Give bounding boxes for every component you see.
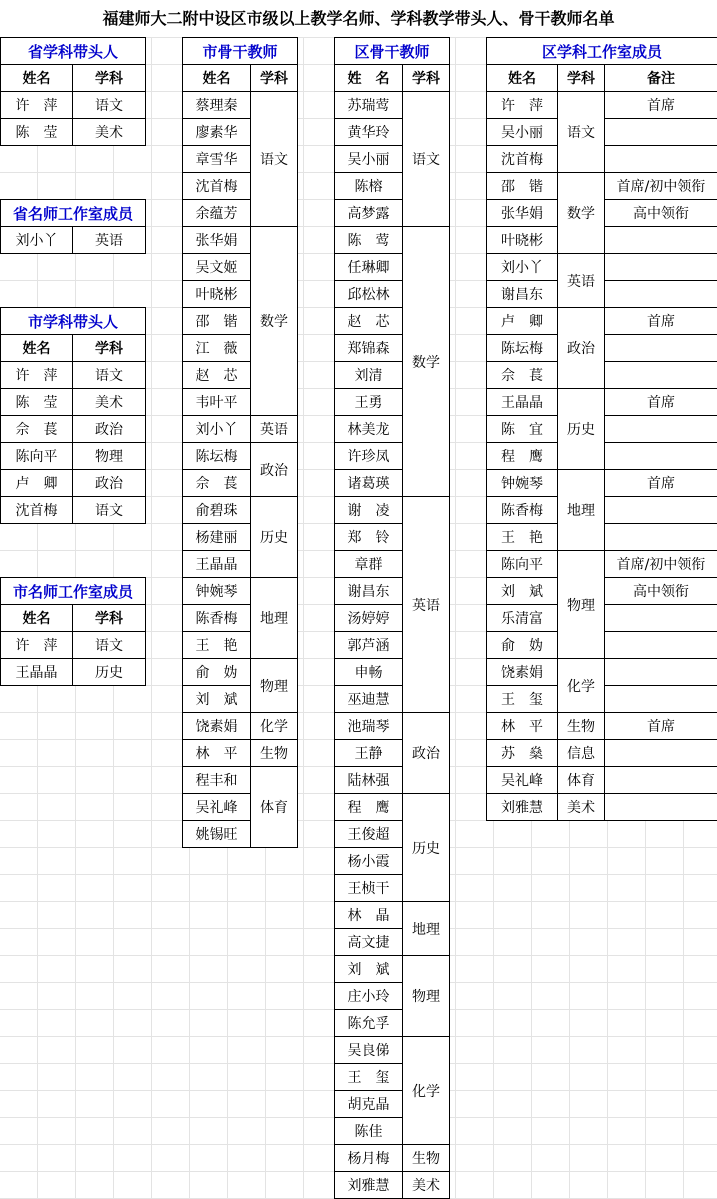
teacher-name-cell: 姚锡旺 xyxy=(183,821,251,848)
subject-cell: 地理 xyxy=(403,902,450,956)
teacher-name-cell: 廖素华 xyxy=(183,119,251,146)
teacher-name-cell: 王晶晶 xyxy=(183,551,251,578)
teacher-name-cell: 汤婷婷 xyxy=(335,605,403,632)
teacher-name-cell: 张华娟 xyxy=(487,200,558,227)
teacher-name-cell: 林 平 xyxy=(487,713,558,740)
teacher-name-cell: 邱松林 xyxy=(335,281,403,308)
teacher-name-cell: 杨小霞 xyxy=(335,848,403,875)
subject-cell: 物理 xyxy=(251,659,298,713)
note-cell xyxy=(605,497,717,524)
table-row xyxy=(1,119,146,146)
subject-cell: 语文 xyxy=(558,92,605,173)
table-row xyxy=(335,1145,450,1172)
table-row xyxy=(335,92,450,119)
table-row xyxy=(1,92,146,119)
table-row xyxy=(335,902,450,929)
header-subject: 学科 xyxy=(558,65,605,92)
table-row xyxy=(335,956,450,983)
note-cell xyxy=(605,227,717,254)
table-row xyxy=(183,767,298,794)
subject-cell: 语文 xyxy=(403,92,450,227)
teacher-name-cell: 饶素娟 xyxy=(487,659,558,686)
note-cell xyxy=(605,416,717,443)
header-subject: 学科 xyxy=(73,335,146,362)
table-row xyxy=(487,794,717,821)
teacher-name-cell: 吴文姬 xyxy=(183,254,251,281)
teacher-name-cell: 林 晶 xyxy=(335,902,403,929)
teacher-name-cell: 刘雅慧 xyxy=(487,794,558,821)
teacher-name-cell: 沈首梅 xyxy=(487,146,558,173)
table-row xyxy=(487,389,717,416)
subject-cell: 英语 xyxy=(251,416,298,443)
subject-cell: 体育 xyxy=(558,767,605,794)
teacher-name-cell: 王 艳 xyxy=(487,524,558,551)
header-subject: 学科 xyxy=(73,605,146,632)
teacher-name-cell: 俞碧珠 xyxy=(183,497,251,524)
teacher-name-cell: 王晶晶 xyxy=(487,389,558,416)
subject-cell: 英语 xyxy=(558,254,605,308)
teacher-name-cell: 申畅 xyxy=(335,659,403,686)
table-row xyxy=(1,416,146,443)
note-cell xyxy=(605,281,717,308)
teacher-name-cell: 许 萍 xyxy=(1,632,73,659)
subject-cell: 美术 xyxy=(558,794,605,821)
teacher-name-cell: 巫迪慧 xyxy=(335,686,403,713)
teacher-name-cell: 谢 凌 xyxy=(335,497,403,524)
table-row xyxy=(1,389,146,416)
table-row xyxy=(487,713,717,740)
teacher-name-cell: 叶晓彬 xyxy=(487,227,558,254)
note-cell: 首席 xyxy=(605,308,717,335)
teacher-name-cell: 王俊超 xyxy=(335,821,403,848)
table-row xyxy=(487,659,717,686)
teacher-name-cell: 陈香梅 xyxy=(487,497,558,524)
subject-cell: 美术 xyxy=(73,389,146,416)
subject-cell: 语文 xyxy=(73,362,146,389)
teacher-name-cell: 刘 斌 xyxy=(487,578,558,605)
teacher-name-cell: 陈坛梅 xyxy=(487,335,558,362)
header-name: 姓名 xyxy=(1,605,73,632)
teacher-name-cell: 程 鹰 xyxy=(487,443,558,470)
teacher-name-cell: 饶素娟 xyxy=(183,713,251,740)
table-title: 区学科工作室成员 xyxy=(487,38,717,65)
teacher-name-cell: 程 鹰 xyxy=(335,794,403,821)
teacher-name-cell: 陈 莹 xyxy=(1,389,73,416)
teacher-name-cell: 许 萍 xyxy=(1,362,73,389)
page-title: 福建师大二附中设区市级以上教学名师、学科教学带头人、骨干教师名单 xyxy=(0,0,717,37)
teacher-name-cell: 俞 妫 xyxy=(183,659,251,686)
teacher-name-cell: 林 平 xyxy=(183,740,251,767)
note-cell xyxy=(605,740,717,767)
teacher-name-cell: 陈向平 xyxy=(1,443,73,470)
teacher-name-cell: 郑 铃 xyxy=(335,524,403,551)
subject-cell: 语文 xyxy=(73,92,146,119)
teacher-name-cell: 邵 锴 xyxy=(487,173,558,200)
teacher-name-cell: 许珍凤 xyxy=(335,443,403,470)
district-backbone-table xyxy=(334,37,450,1199)
table-row xyxy=(183,740,298,767)
header-name: 姓名 xyxy=(183,65,251,92)
table-row xyxy=(487,767,717,794)
teacher-name-cell: 王 艳 xyxy=(183,632,251,659)
subject-cell: 数学 xyxy=(403,227,450,497)
subject-cell: 英语 xyxy=(403,497,450,713)
subject-cell: 美术 xyxy=(403,1172,450,1199)
teacher-name-cell: 韦叶平 xyxy=(183,389,251,416)
teacher-name-cell: 王晶晶 xyxy=(1,659,73,686)
table-row xyxy=(487,254,717,281)
subject-cell: 政治 xyxy=(73,470,146,497)
teacher-name-cell: 王 玺 xyxy=(487,686,558,713)
subject-cell: 体育 xyxy=(251,767,298,848)
teacher-name-cell: 章雪华 xyxy=(183,146,251,173)
teacher-name-cell: 刘 斌 xyxy=(335,956,403,983)
subject-cell: 美术 xyxy=(73,119,146,146)
subject-cell: 历史 xyxy=(558,389,605,470)
subject-cell: 生物 xyxy=(403,1145,450,1172)
table-title: 市名师工作室成员 xyxy=(1,578,146,605)
teacher-name-cell: 任琳卿 xyxy=(335,254,403,281)
subject-cell: 政治 xyxy=(251,443,298,497)
teacher-name-cell: 刘 斌 xyxy=(183,686,251,713)
table-title: 区骨干教师 xyxy=(335,38,450,65)
teacher-name-cell: 郑锦森 xyxy=(335,335,403,362)
subject-cell: 历史 xyxy=(251,497,298,578)
teacher-name-cell: 吴礼峰 xyxy=(487,767,558,794)
teacher-name-cell: 吴小丽 xyxy=(487,119,558,146)
teacher-name-cell: 余蕴芳 xyxy=(183,200,251,227)
subject-cell: 历史 xyxy=(73,659,146,686)
table-row xyxy=(1,470,146,497)
header-note: 备注 xyxy=(605,65,717,92)
teacher-name-cell: 陆林强 xyxy=(335,767,403,794)
header-name: 姓名 xyxy=(1,335,73,362)
teacher-name-cell: 高梦露 xyxy=(335,200,403,227)
table-row xyxy=(335,794,450,821)
teacher-name-cell: 吴小丽 xyxy=(335,146,403,173)
teacher-name-cell: 陈允孚 xyxy=(335,1010,403,1037)
note-cell xyxy=(605,146,717,173)
teacher-name-cell: 赵 芯 xyxy=(183,362,251,389)
teacher-name-cell: 蔡理秦 xyxy=(183,92,251,119)
note-cell: 首席/初中领衔 xyxy=(605,173,717,200)
teacher-name-cell: 谢昌东 xyxy=(487,281,558,308)
teacher-name-cell: 陈佳 xyxy=(335,1118,403,1145)
header-name: 姓名 xyxy=(487,65,558,92)
teacher-name-cell: 佘 萇 xyxy=(1,416,73,443)
note-cell xyxy=(605,443,717,470)
table-row xyxy=(1,497,146,524)
teacher-name-cell: 叶晓彬 xyxy=(183,281,251,308)
note-cell: 高中领衔 xyxy=(605,578,717,605)
teacher-name-cell: 谢昌东 xyxy=(335,578,403,605)
subject-cell: 语文 xyxy=(73,632,146,659)
note-cell: 首席 xyxy=(605,92,717,119)
table-row xyxy=(183,443,298,470)
table-title: 市骨干教师 xyxy=(183,38,298,65)
teacher-name-cell: 佘 萇 xyxy=(183,470,251,497)
teacher-name-cell: 刘小丫 xyxy=(487,254,558,281)
teacher-name-cell: 陈香梅 xyxy=(183,605,251,632)
note-cell: 首席 xyxy=(605,470,717,497)
teacher-name-cell: 邵 锴 xyxy=(183,308,251,335)
teacher-name-cell: 刘小丫 xyxy=(1,227,73,254)
teacher-name-cell: 许 萍 xyxy=(1,92,73,119)
subject-cell: 物理 xyxy=(403,956,450,1037)
teacher-name-cell: 高文捷 xyxy=(335,929,403,956)
teacher-name-cell: 陈 莺 xyxy=(335,227,403,254)
teacher-name-cell: 俞 妫 xyxy=(487,632,558,659)
table-title: 省名师工作室成员 xyxy=(1,200,146,227)
teacher-name-cell: 陈 莹 xyxy=(1,119,73,146)
table-row xyxy=(183,659,298,686)
teacher-name-cell: 苏 燊 xyxy=(487,740,558,767)
teacher-name-cell: 庄小玲 xyxy=(335,983,403,1010)
teacher-name-cell: 钟婉琴 xyxy=(183,578,251,605)
table-row xyxy=(183,578,298,605)
subject-cell: 地理 xyxy=(251,578,298,659)
header-subject: 学科 xyxy=(251,65,298,92)
subject-cell: 生物 xyxy=(251,740,298,767)
teacher-name-cell: 杨建丽 xyxy=(183,524,251,551)
city-leader-table xyxy=(0,307,146,524)
note-cell xyxy=(605,767,717,794)
teacher-name-cell: 刘雅慧 xyxy=(335,1172,403,1199)
table-title: 省学科带头人 xyxy=(1,38,146,65)
note-cell xyxy=(605,605,717,632)
note-cell: 首席 xyxy=(605,389,717,416)
table-row xyxy=(335,1172,450,1199)
teacher-name-cell: 钟婉琴 xyxy=(487,470,558,497)
subject-cell: 地理 xyxy=(558,470,605,551)
subject-cell: 语文 xyxy=(73,497,146,524)
teacher-name-cell: 陈向平 xyxy=(487,551,558,578)
teacher-name-cell: 刘小丫 xyxy=(183,416,251,443)
teacher-name-cell: 杨月梅 xyxy=(335,1145,403,1172)
note-cell xyxy=(605,794,717,821)
table-row xyxy=(487,551,717,578)
teacher-name-cell: 程丰和 xyxy=(183,767,251,794)
subject-cell: 英语 xyxy=(73,227,146,254)
teacher-name-cell: 张华娟 xyxy=(183,227,251,254)
table-row xyxy=(487,173,717,200)
subject-cell: 数学 xyxy=(251,227,298,416)
teacher-name-cell: 乐清富 xyxy=(487,605,558,632)
subject-cell: 信息 xyxy=(558,740,605,767)
table-row xyxy=(335,713,450,740)
teacher-name-cell: 江 薇 xyxy=(183,335,251,362)
teacher-name-cell: 胡克晶 xyxy=(335,1091,403,1118)
table-row xyxy=(1,227,146,254)
table-row xyxy=(1,362,146,389)
table-row xyxy=(487,470,717,497)
note-cell xyxy=(605,686,717,713)
teacher-name-cell: 陈榕 xyxy=(335,173,403,200)
note-cell: 首席 xyxy=(605,713,717,740)
table-row xyxy=(487,92,717,119)
teacher-name-cell: 池瑞琴 xyxy=(335,713,403,740)
table-row xyxy=(335,497,450,524)
note-cell xyxy=(605,362,717,389)
table-row xyxy=(335,1037,450,1064)
provincial-leader-table xyxy=(0,37,146,146)
city-backbone-table xyxy=(182,37,298,848)
table-row xyxy=(1,659,146,686)
table-row xyxy=(183,497,298,524)
note-cell xyxy=(605,119,717,146)
subject-cell: 政治 xyxy=(558,308,605,389)
teacher-name-cell: 王 玺 xyxy=(335,1064,403,1091)
subject-cell: 物理 xyxy=(558,551,605,659)
header-name: 姓名 xyxy=(1,65,73,92)
table-row xyxy=(487,308,717,335)
table-row xyxy=(335,227,450,254)
teacher-name-cell: 刘清 xyxy=(335,362,403,389)
subject-cell: 语文 xyxy=(251,92,298,227)
subject-cell: 历史 xyxy=(403,794,450,902)
teacher-name-cell: 黄华玲 xyxy=(335,119,403,146)
subject-cell: 化学 xyxy=(403,1037,450,1145)
teacher-name-cell: 陈坛梅 xyxy=(183,443,251,470)
teacher-name-cell: 王静 xyxy=(335,740,403,767)
teacher-name-cell: 章群 xyxy=(335,551,403,578)
header-subject: 学科 xyxy=(403,65,450,92)
table-row xyxy=(1,632,146,659)
teacher-name-cell: 许 萍 xyxy=(487,92,558,119)
teacher-name-cell: 郭芦涵 xyxy=(335,632,403,659)
subject-cell: 政治 xyxy=(403,713,450,794)
note-cell xyxy=(605,524,717,551)
table-row xyxy=(183,227,298,254)
note-cell xyxy=(605,659,717,686)
table-row xyxy=(183,92,298,119)
table-row xyxy=(183,713,298,740)
teacher-name-cell: 卢 卿 xyxy=(487,308,558,335)
note-cell xyxy=(605,254,717,281)
teacher-name-cell: 诸葛瑛 xyxy=(335,470,403,497)
district-studio-table xyxy=(486,37,717,821)
teacher-name-cell: 吴礼峰 xyxy=(183,794,251,821)
city-studio-table xyxy=(0,577,146,686)
table-row xyxy=(183,416,298,443)
teacher-name-cell: 吴良俤 xyxy=(335,1037,403,1064)
subject-cell: 生物 xyxy=(558,713,605,740)
note-cell xyxy=(605,632,717,659)
subject-cell: 物理 xyxy=(73,443,146,470)
teacher-name-cell: 沈首梅 xyxy=(1,497,73,524)
header-name: 姓 名 xyxy=(335,65,403,92)
subject-cell: 化学 xyxy=(251,713,298,740)
teacher-name-cell: 王勇 xyxy=(335,389,403,416)
note-cell xyxy=(605,335,717,362)
teacher-name-cell: 苏瑞莺 xyxy=(335,92,403,119)
note-cell: 高中领衔 xyxy=(605,200,717,227)
teacher-name-cell: 林美龙 xyxy=(335,416,403,443)
subject-cell: 数学 xyxy=(558,173,605,254)
teacher-name-cell: 卢 卿 xyxy=(1,470,73,497)
header-subject: 学科 xyxy=(73,65,146,92)
teacher-name-cell: 沈首梅 xyxy=(183,173,251,200)
provincial-studio-table xyxy=(0,199,146,254)
teacher-name-cell: 陈 宜 xyxy=(487,416,558,443)
table-row xyxy=(1,443,146,470)
teacher-name-cell: 赵 芯 xyxy=(335,308,403,335)
note-cell: 首席/初中领衔 xyxy=(605,551,717,578)
teacher-name-cell: 王桢干 xyxy=(335,875,403,902)
table-title: 市学科带头人 xyxy=(1,308,146,335)
teacher-name-cell: 佘 萇 xyxy=(487,362,558,389)
subject-cell: 化学 xyxy=(558,659,605,713)
subject-cell: 政治 xyxy=(73,416,146,443)
table-row xyxy=(487,740,717,767)
